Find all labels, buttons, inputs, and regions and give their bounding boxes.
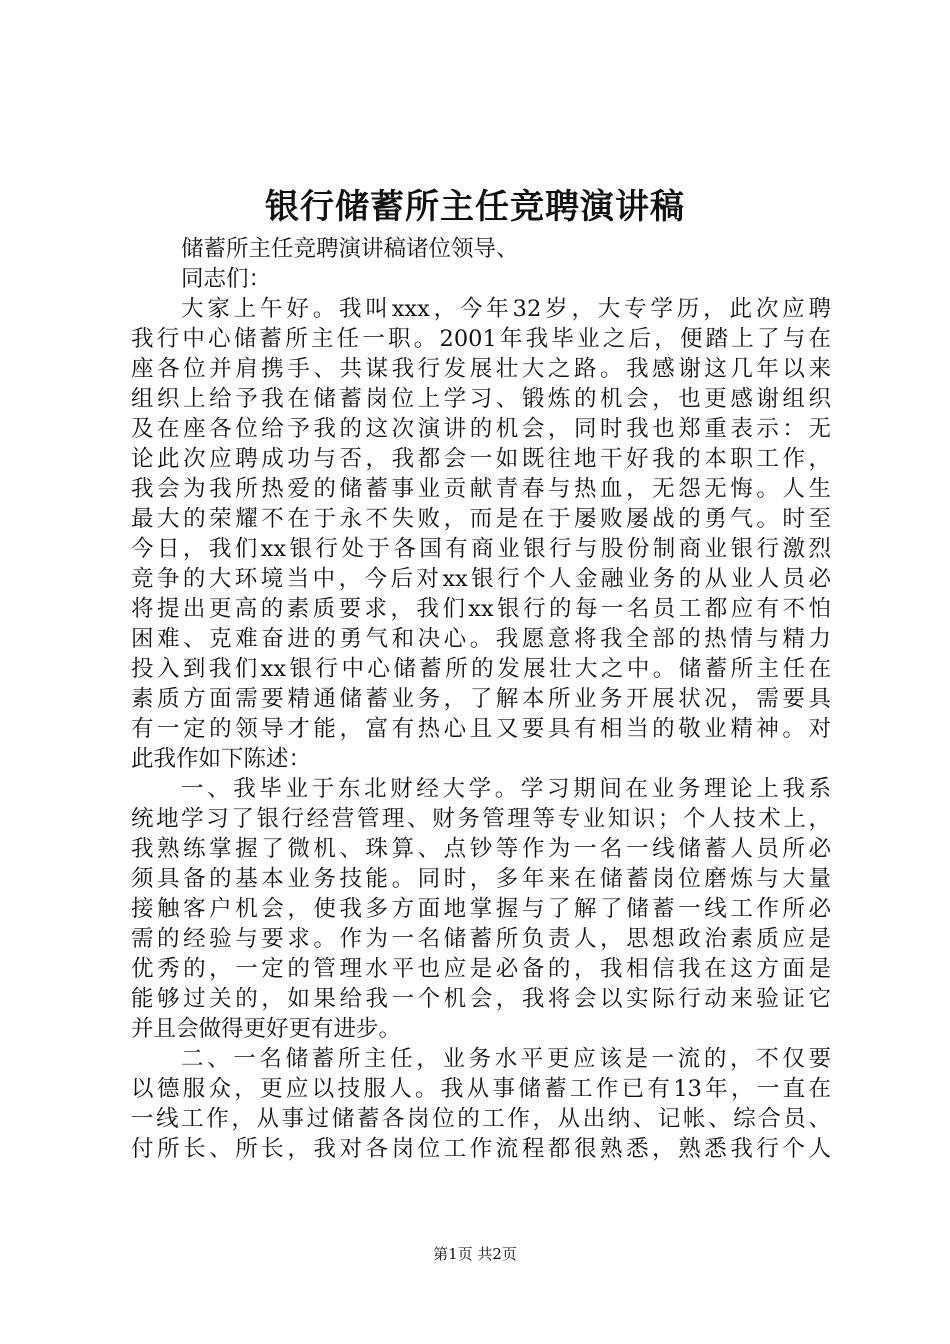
body-line: 统地学习了银行经营管理、财务管理等专业知识；个人技术上， bbox=[131, 806, 831, 832]
body-line: 我行中心储蓄所主任一职。2001年我毕业之后，便踏上了与在 bbox=[131, 326, 831, 352]
body-line: 此我作如下陈述： bbox=[131, 746, 312, 772]
page-title: 银行储蓄所主任竞聘演讲稿 bbox=[265, 187, 685, 227]
body-line: 同志们： bbox=[181, 266, 272, 292]
body-line: 我熟练掌握了微机、珠算、点钞等作为一名一线储蓄人员所必 bbox=[131, 836, 831, 862]
body-line: 需的经验与要求。作为一名储蓄所负责人，思想政治素质应是 bbox=[131, 926, 831, 952]
body-line: 困难、克难奋进的勇气和决心。我愿意将我全部的热情与精力 bbox=[131, 626, 831, 652]
body-line: 接触客户机会，使我多方面地掌握与了解了储蓄一线工作所必 bbox=[131, 896, 831, 922]
body-line: 并且会做得更好更有进步。 bbox=[131, 1016, 402, 1042]
body-line: 最大的荣耀不在于永不失败，而是在于屡败屡战的勇气。时至 bbox=[131, 506, 831, 532]
body-line: 素质方面需要精通储蓄业务，了解本所业务开展状况，需要具 bbox=[131, 686, 831, 712]
body-line: 投入到我们xx银行中心储蓄所的发展壮大之中。储蓄所主任在 bbox=[131, 656, 831, 682]
body-line: 以德服众，更应以技服人。我从事储蓄工作已有13年，一直在 bbox=[131, 1076, 831, 1102]
body-line: 一、我毕业于东北财经大学。学习期间在业务理论上我系 bbox=[181, 776, 831, 802]
body-line: 储蓄所主任竞聘演讲稿诸位领导、 bbox=[181, 236, 519, 262]
body-line: 一线工作，从事过储蓄各岗位的工作，从出纳、记帐、综合员、 bbox=[131, 1106, 831, 1132]
page-footer: 第1页 共2页 bbox=[433, 1245, 517, 1263]
body-line: 优秀的，一定的管理水平也应是必备的，我相信我在这方面是 bbox=[131, 956, 831, 982]
body-line: 能够过关的，如果给我一个机会，我将会以实际行动来验证它 bbox=[131, 986, 831, 1012]
body-line: 付所长、所长，我对各岗位工作流程都很熟悉，熟悉我行个人 bbox=[131, 1136, 831, 1162]
body-line: 有一定的领导才能，富有热心且又要具有相当的敬业精神。对 bbox=[131, 716, 831, 742]
document-body bbox=[131, 234, 831, 1164]
body-line: 今日，我们xx银行处于各国有商业银行与股份制商业银行激烈 bbox=[131, 536, 831, 562]
body-line: 我会为我所热爱的储蓄事业贡献青春与热血，无怨无悔。人生 bbox=[131, 476, 831, 502]
body-line: 须具备的基本业务技能。同时，多年来在储蓄岗位磨炼与大量 bbox=[131, 866, 831, 892]
body-line: 及在座各位给予我的这次演讲的机会，同时我也郑重表示：无 bbox=[131, 416, 831, 442]
body-line: 大家上午好。我叫xxx，今年32岁，大专学历，此次应聘 bbox=[181, 296, 831, 322]
body-line: 论此次应聘成功与否，我都会一如既往地干好我的本职工作， bbox=[131, 446, 831, 472]
body-line: 二、一名储蓄所主任，业务水平更应该是一流的，不仅要 bbox=[181, 1046, 831, 1072]
body-line: 座各位并肩携手、共谋我行发展壮大之路。我感谢这几年以来 bbox=[131, 356, 831, 382]
body-line: 组织上给予我在储蓄岗位上学习、锻炼的机会，也更感谢组织 bbox=[131, 386, 831, 412]
body-line: 将提出更高的素质要求，我们xx银行的每一名员工都应有不怕 bbox=[131, 596, 831, 622]
body-line: 竞争的大环境当中，今后对xx银行个人金融业务的从业人员必 bbox=[131, 566, 831, 592]
